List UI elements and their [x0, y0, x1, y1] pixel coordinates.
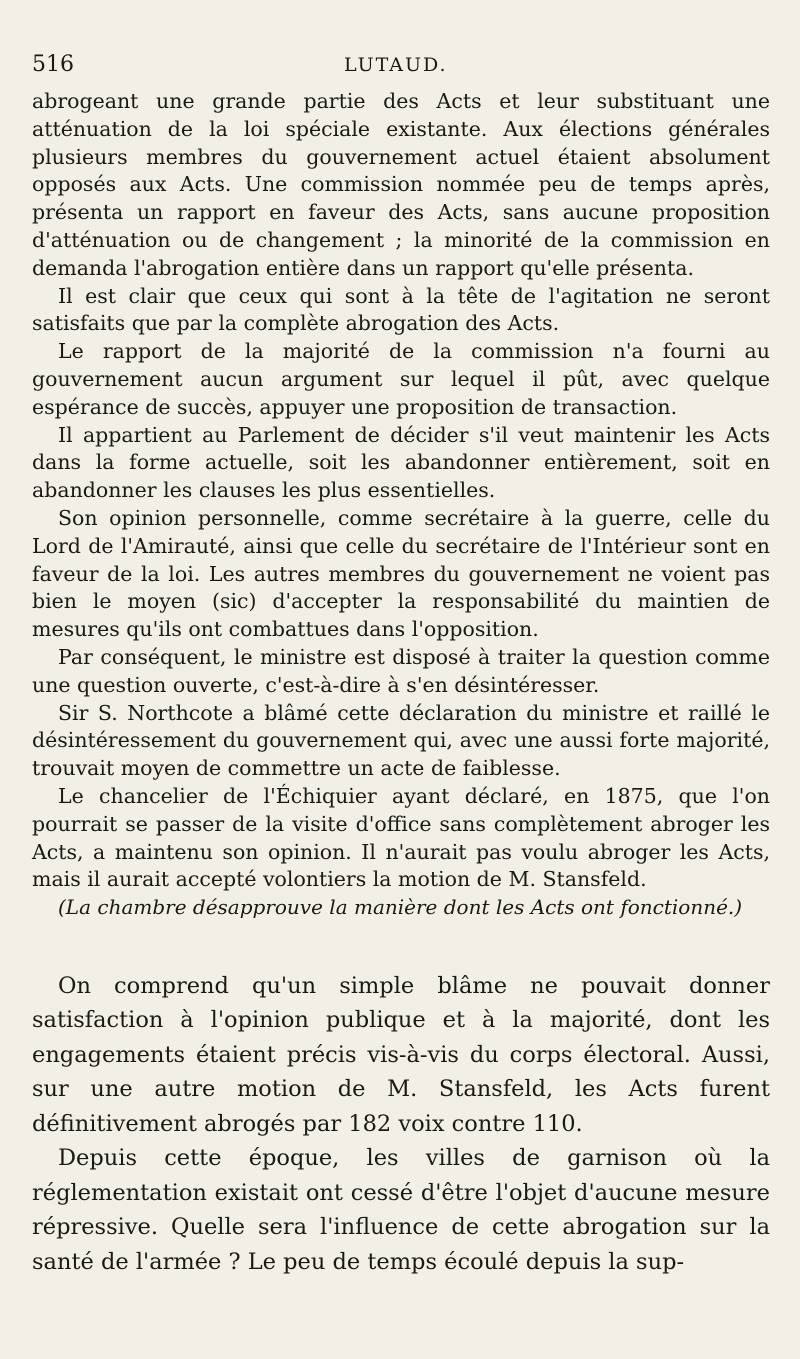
paragraph: Par conséquent, le ministre est disposé à traiter la question comme une question ouverte, c'est-à-dire à s'en désintéresser. — [32, 644, 770, 697]
paragraph: Il est clair que ceux qui sont à la tête de l'agitation ne seront satisfaits que par la complète abrogation des Acts. — [32, 283, 770, 336]
main-text — [32, 88, 770, 922]
page-number: 516 — [32, 52, 74, 77]
commentary-text — [32, 969, 770, 1280]
paragraph: Le rapport de la majorité de la commission n'a fourni au gouvernement aucun argument sur lequel il pût, avec quelque espérance de succès, appuyer une proposition de transaction. — [32, 339, 770, 419]
paragraph: Sir S. Northcote a blâmé cette déclaration du ministre et raillé le désintéressement du gouvernement qui, avec une aussi forte majorité, trouvait moyen de commettre un acte de faiblesse. — [32, 700, 770, 781]
page-header — [32, 46, 770, 88]
paragraph: Depuis cette époque, les villes de garnison où la réglementation existait ont cessé d'être l'objet d'aucune mesure répressive. Quelle sera l'influence de cette abrogation sur la santé de l'armée ? Le peu de temps écoulé depuis la sup- — [32, 1145, 770, 1275]
paragraph: Il appartient au Parlement de décider s'il veut maintenir les Acts dans la forme actuelle, soit les abandonner entièrement, soit en abandonner les clauses les plus essentielles. — [32, 422, 770, 503]
parenthetical-note: (La chambre désapprouve la manière dont les Acts ont fonctionné.) — [58, 895, 743, 920]
paragraph: Son opinion personnelle, comme secrétaire à la guerre, celle du Lord de l'Amirauté, ainsi que celle du secrétaire de l'Intérieur sont en faveur de la loi. Les autres membres du gouvernement ne voient pas bien le moyen (sic) d'accepter la responsabilité du maintien de mesures qu'ils ont combattues dans l'opposition. — [32, 505, 770, 642]
paragraph: On comprend qu'un simple blâme ne pouvait donner satisfaction à l'opinion publique et à la majorité, dont les engagements étaient précis vis-à-vis du corps électoral. Aussi, sur une autre motion de M. Stansfeld, les Acts furent définitivement abrogés par 182 voix contre 110. — [32, 972, 770, 1137]
paragraph: Le chancelier de l'Échiquier ayant déclaré, en 1875, que l'on pourrait se passer de la visite d'office sans complètement abroger les Acts, a maintenu son opinion. Il n'aurait pas voulu abroger les Acts, mais il aurait accepté volontiers la motion de M. Stansfeld. — [32, 783, 770, 892]
running-head: LUTAUD. — [344, 54, 448, 76]
paragraph: abrogeant une grande partie des Acts et leur substituant une atténuation de la loi spéciale existante. Aux élections générales plusieurs membres du gouvernement actuel étaient absolument opposés aux Acts. Une commission nommée peu de temps après, présenta un rapport en faveur des Acts, sans aucune proposition d'atténuation ou de changement ; la minorité de la commission en demanda l'abrogation entière dans un rapport qu'elle présenta. — [32, 89, 770, 280]
